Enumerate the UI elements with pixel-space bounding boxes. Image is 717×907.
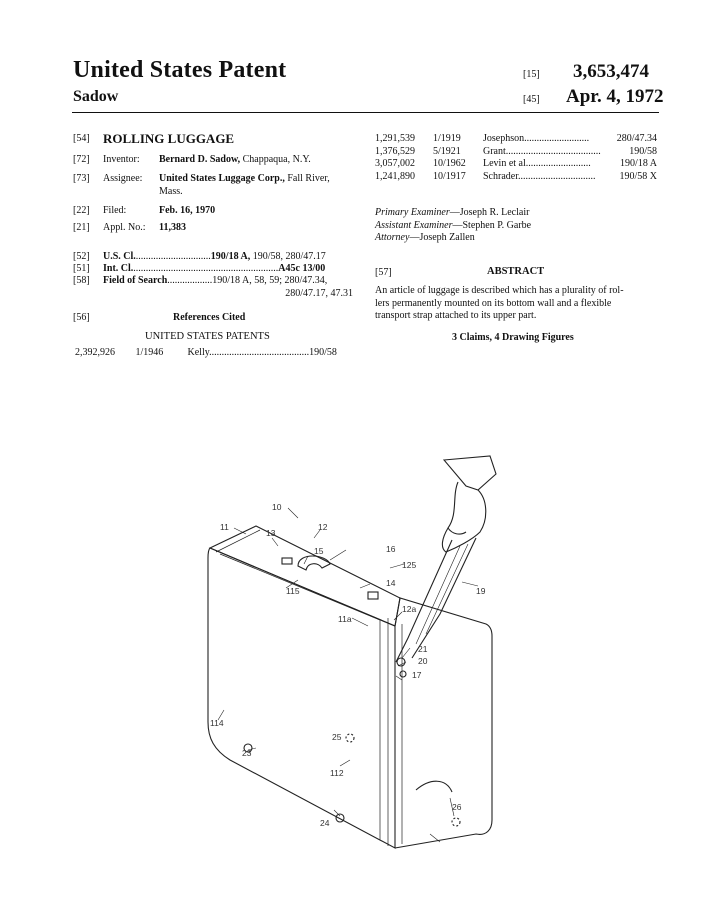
us-cl-primary: 190/18 A, — [210, 251, 251, 262]
ref-date: 10/1962 — [433, 158, 466, 169]
abstract-line: lers permanently mounted on its bottom wall and a flexible — [375, 297, 612, 309]
reference-row — [75, 347, 337, 360]
filed-date: Feb. 16, 1970 — [159, 205, 216, 216]
header-rule — [72, 112, 659, 113]
reference-row — [375, 171, 657, 184]
field-code: [58] — [73, 275, 90, 286]
hand — [442, 482, 485, 552]
leader-dots: ........................................ — [209, 347, 310, 358]
field-code: [54] — [73, 133, 90, 144]
ref-date: 1/1919 — [433, 133, 461, 144]
ref-label-15: 15 — [314, 546, 324, 556]
ref-label-12: 12 — [318, 522, 328, 532]
field-code: [21] — [73, 222, 90, 233]
ref-number: 1,376,529 — [375, 145, 415, 157]
roller-hidden — [452, 818, 460, 826]
ref-label-114: 114 — [210, 718, 224, 728]
ref-label-24: 24 — [320, 818, 330, 828]
ref-number: 1,241,890 — [375, 170, 415, 182]
ref-label-25: 25 — [332, 732, 342, 742]
ref-label-23: 23 — [242, 748, 252, 758]
ref-class: 190/18 A — [620, 158, 657, 169]
ref-number: 1,291,539 — [375, 133, 415, 144]
ref-number: 3,057,002 — [375, 158, 415, 169]
roller-hidden — [346, 734, 354, 742]
references-heading: References Cited — [173, 312, 246, 323]
field-code: [72] — [73, 154, 90, 165]
field-of-search — [73, 274, 363, 300]
ref-name: Josephson — [483, 133, 525, 144]
ref-label-13: 13 — [266, 528, 276, 538]
patent-title: United States Patent — [73, 57, 287, 83]
luggage-seam — [216, 530, 380, 840]
references-field — [73, 311, 363, 324]
sleeve — [444, 456, 496, 490]
inventor-location: Chappaqua, N.Y. — [242, 154, 311, 165]
strap-inner — [416, 544, 468, 644]
field-label: Inventor: — [103, 154, 140, 165]
abstract-line: An article of luggage is described which has a plurality of rol- — [375, 285, 624, 296]
date-code: [45] — [523, 94, 540, 105]
field-label: Filed: — [103, 205, 127, 216]
field-code: [22] — [73, 205, 90, 216]
inventor-name: Bernard D. Sadow, — [159, 154, 241, 165]
examiners — [375, 207, 531, 245]
leader-dots: .......................................................... — [133, 263, 279, 274]
ref-class: 280/47.34 — [616, 133, 657, 144]
ref-label-26: 26 — [452, 802, 462, 812]
assistant-examiner — [375, 220, 531, 233]
ref-label-125: 125 — [402, 560, 417, 570]
abstract-text — [375, 285, 660, 323]
luggage-drawing — [190, 448, 520, 860]
search-classes-continued: 280/47.17, 47.31 — [285, 288, 353, 299]
roller-callout — [416, 781, 452, 792]
attorney — [375, 232, 531, 245]
luggage-front — [208, 548, 395, 848]
abstract-code: [57] — [375, 267, 392, 278]
title-field — [73, 131, 363, 147]
claims-count: 3 Claims, 4 Drawing Figures — [452, 332, 574, 343]
ref-label-112: 112 — [330, 768, 344, 778]
leader-dots: .............................. — [135, 251, 211, 262]
appl-no-field — [73, 221, 363, 234]
ref-date: 5/1921 — [433, 145, 461, 157]
ref-label-21: 21 — [418, 644, 428, 654]
ref-label-11a: 11a — [338, 614, 352, 624]
luggage-handle — [298, 556, 330, 570]
ref-name: Kelly — [187, 347, 210, 358]
references-continued — [375, 133, 657, 183]
field-code: [51] — [73, 263, 90, 274]
us-cl-secondary: 190/58, 280/47.17 — [252, 251, 326, 262]
ref-label-10: 10 — [272, 502, 282, 512]
field-label: Int. Cl. — [103, 263, 134, 274]
search-classes: 190/18 A, 58, 59; 280/47.34, — [212, 275, 328, 286]
leader-dots: ...................................... — [505, 145, 601, 157]
patent-number: 3,653,474 — [573, 61, 649, 82]
assignee-name: United States Luggage Corp., — [159, 173, 285, 184]
assignee-state: Mass. — [159, 186, 183, 197]
leader-dots: .................. — [167, 275, 213, 286]
ref-class: 190/58 — [309, 347, 337, 358]
ref-label-19: 19 — [476, 586, 486, 596]
primary-examiner-name: —Joseph R. Leclair — [449, 207, 530, 218]
ref-label-11: 11 — [220, 522, 229, 532]
roller — [336, 814, 344, 822]
field-code: [52] — [73, 251, 90, 262]
ref-date: 10/1917 — [433, 170, 466, 182]
ref-label-14: 14 — [386, 578, 396, 588]
inventor-surname: Sadow — [73, 88, 119, 105]
assignee-field — [73, 172, 363, 200]
field-code: [73] — [73, 173, 90, 184]
ref-label-20: 20 — [418, 656, 428, 666]
strap-right — [412, 538, 476, 658]
assignee-location: Fall River, — [287, 173, 330, 184]
latch — [368, 592, 378, 599]
filed-field — [73, 204, 363, 217]
assistant-examiner-name: —Stephen P. Garbe — [452, 219, 532, 231]
latch — [282, 558, 292, 564]
attorney-label: Attorney — [375, 232, 410, 243]
field-label: Field of Search — [103, 275, 168, 286]
ref-number: 2,392,926 — [75, 347, 115, 358]
attorney-name: —Joseph Zallen — [409, 232, 475, 243]
field-label: U.S. Cl. — [103, 251, 136, 262]
strap-clip — [400, 671, 406, 677]
primary-examiner — [375, 207, 531, 220]
assistant-examiner-label: Assistant Examiner — [375, 219, 453, 231]
appl-no: 11,383 — [159, 222, 186, 233]
ref-name: Schrader — [483, 170, 518, 182]
abstract-heading: ABSTRACT — [487, 266, 545, 277]
finger-line — [448, 528, 466, 534]
reference-row — [375, 133, 657, 146]
leader-lines — [218, 508, 478, 842]
field-label: Appl. No.: — [103, 222, 146, 233]
inventor-field — [73, 153, 363, 166]
ref-label-16: 16 — [386, 544, 396, 554]
ref-date: 1/1946 — [135, 347, 164, 358]
ref-class: 190/58 X — [619, 170, 657, 182]
ref-name: Levin et al. — [483, 158, 529, 169]
field-label: Assignee: — [103, 173, 143, 184]
leader-dots: ......................... — [528, 158, 591, 169]
leader-dots: ............................... — [518, 170, 596, 182]
ref-label-115: 115 — [286, 586, 300, 596]
invention-title: ROLLING LUGGAGE — [103, 131, 235, 146]
reference-row — [375, 146, 657, 159]
patent-date: Apr. 4, 1972 — [566, 86, 664, 107]
ref-label-17: 17 — [412, 670, 422, 680]
ref-name: Grant — [483, 145, 506, 157]
abstract-line: transport strap attached to its upper part. — [375, 310, 537, 321]
primary-examiner-label: Primary Examiner — [375, 207, 450, 218]
int-cl-value: A45c 13/00 — [278, 263, 326, 274]
leader-dots: .......................... — [524, 133, 590, 144]
reference-row — [375, 158, 657, 171]
field-code: [56] — [73, 312, 90, 323]
patent-number-code: [15] — [523, 69, 540, 80]
ref-class: 190/58 — [629, 145, 657, 157]
ref-label-12a: 12a — [402, 604, 417, 614]
us-patents-subheading: UNITED STATES PATENTS — [145, 331, 270, 342]
